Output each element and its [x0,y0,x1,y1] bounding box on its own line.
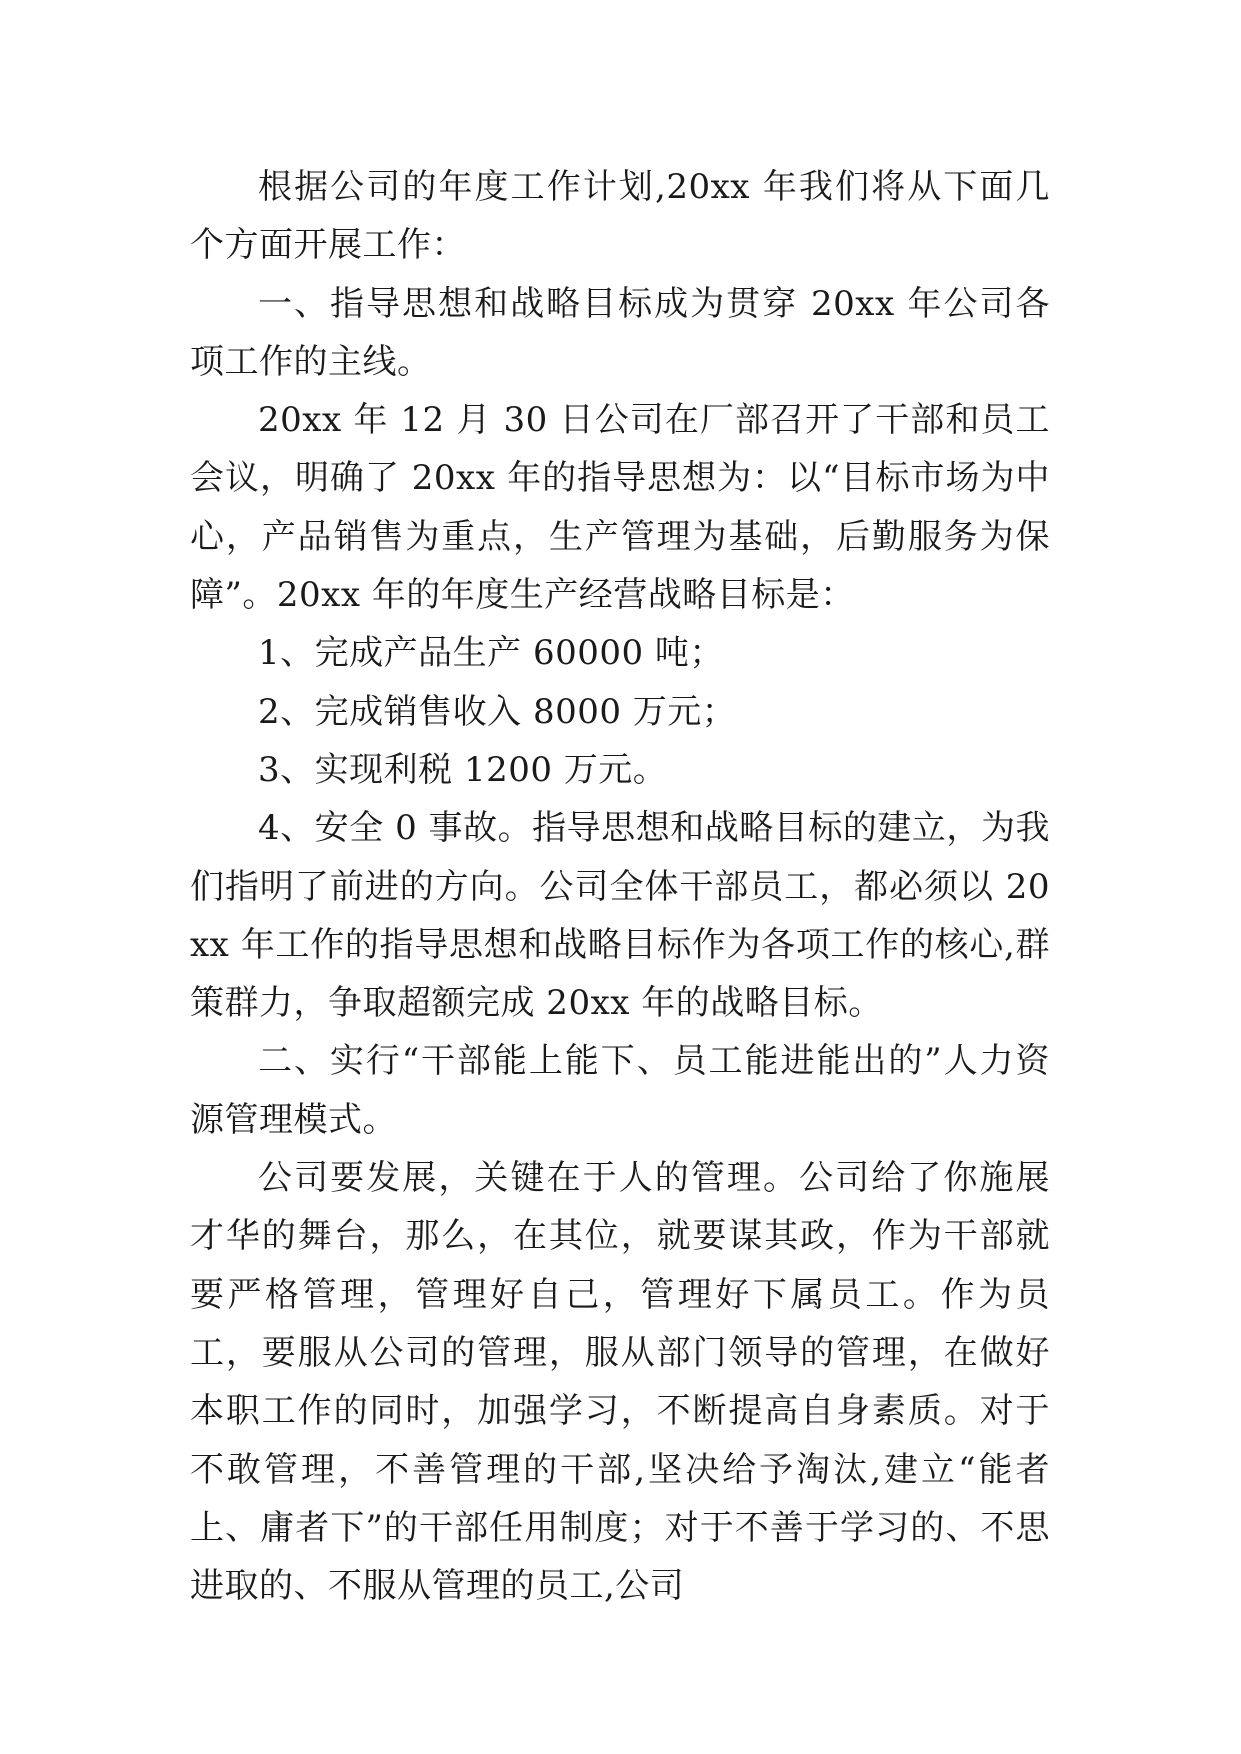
intro-paragraph: 根据公司的年度工作计划,20xx 年我们将从下面几个方面开展工作： [190,167,1050,266]
meeting-paragraph: 20xx 年 12 月 30 日公司在厂部召开了干部和员工会议，明确了 20xx 年的指导思想为：以“目标市场为中心，产品销售为重点，生产管理为基础，后勤服务为保障”。20xx 年的年度生产经营战略目标是： [190,400,1050,616]
section-one-heading: 一、指导思想和战略目标成为贯穿 20xx 年公司各项工作的主线。 [190,283,1050,382]
section-two-heading: 二、实行“干部能上能下、员工能进能出的”人力资源管理模式。 [190,1041,1050,1140]
goal-item-1: 1、完成产品生产 60000 吨； [258,633,724,674]
management-paragraph: 公司要发展，关键在于人的管理。公司给了你施展才华的舞台，那么，在其位，就要谋其政，作为干部就要严格管理，管理好自己，管理好下属员工。作为员工，要服从公司的管理，服从部门领导的管理，在做好本职工作的同时，加强学习，不断提高自身素质。对于不敢管理，不善管理的干部,坚决给予淘汰,建立“能者上、庸者下”的干部任用制度；对于不善于学习的、不思进取的、不服从管理的员工,公司 [190,1158,1050,1607]
goal-item-3: 3、实现利税 1200 万元。 [258,749,668,790]
goal-item-4: 4、安全 0 事故。指导思想和战略目标的建立，为我们指明了前进的方向。公司全体干部员工，都必须以 20xx 年工作的指导思想和战略目标作为各项工作的核心,群策群力，争取超额完成 20xx 年的战略目标。 [190,808,1050,1024]
document-body [190,158,1050,1615]
goal-item-2: 2、完成销售收入 8000 万元； [258,691,737,732]
